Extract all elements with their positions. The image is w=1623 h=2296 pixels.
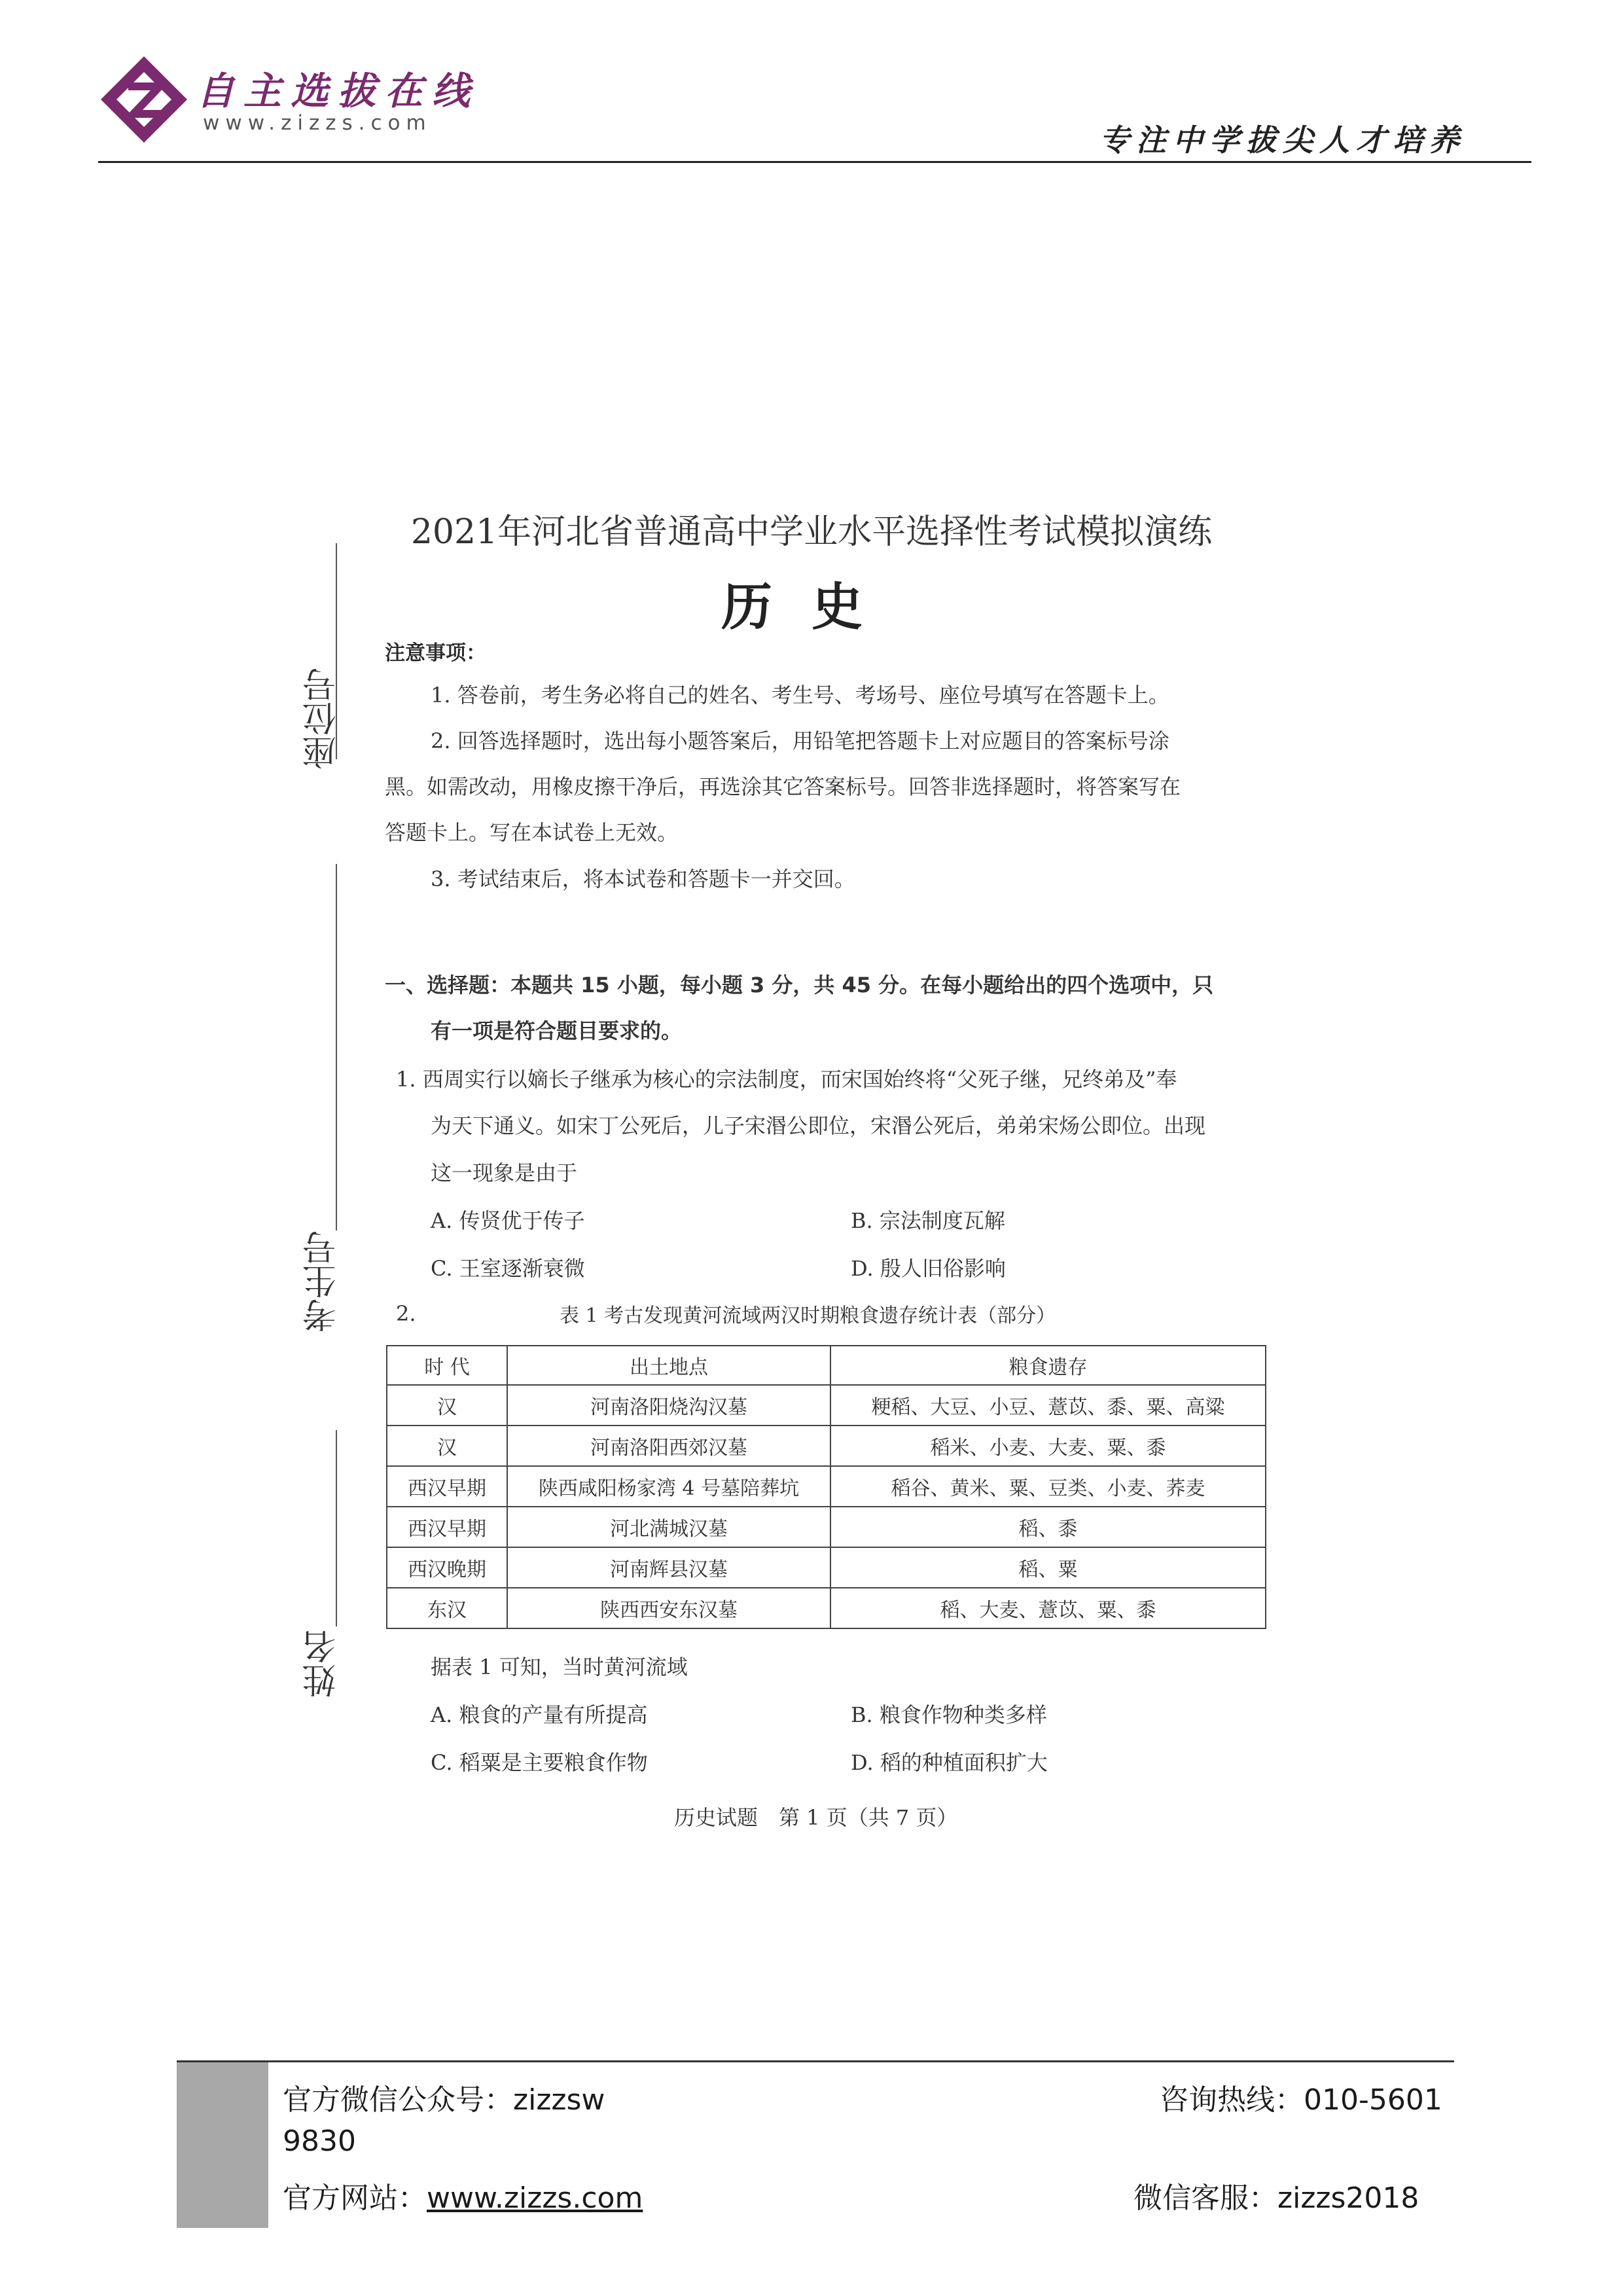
logo-icon	[98, 54, 190, 145]
table-cell: 稻谷、黄米、粟、豆类、小麦、荞麦	[830, 1466, 1266, 1507]
question-2-number: 2.	[396, 1301, 416, 1326]
question-2-option-a: A. 粮食的产量有所提高	[431, 1702, 648, 1727]
table-cell: 东汉	[387, 1588, 507, 1628]
table-cell: 稻、黍	[830, 1507, 1266, 1547]
table-cell: 西汉晚期	[387, 1547, 507, 1588]
name-line	[336, 1430, 337, 1626]
table-cell: 陕西咸阳杨家湾 4 号墓陪葬坑	[507, 1466, 830, 1507]
table-cell: 河南洛阳西郊汉墓	[507, 1426, 830, 1466]
notes-heading: 注意事项：	[385, 641, 486, 665]
footer-hotline: 咨询热线：010-5601	[1160, 2083, 1442, 2117]
section-heading: 有一项是符合题目要求的。	[431, 1018, 683, 1043]
table-cell: 西汉早期	[387, 1507, 507, 1547]
question-1-option-b: B. 宗法制度瓦解	[851, 1208, 1005, 1233]
question-1-option-a: A. 传贤优于传子	[431, 1208, 585, 1233]
footer-website-link[interactable]: www.zizzs.com	[427, 2181, 643, 2215]
question-2-stem: 据表 1 可知，当时黄河流域	[431, 1655, 688, 1679]
question-1-option-c: C. 王室逐渐衰微	[431, 1256, 585, 1281]
table-caption: 表 1 考古发现黄河流域两汉时期粮食遗存统计表（部分）	[560, 1304, 1056, 1327]
table-row	[387, 1547, 1266, 1588]
question-2-option-b: B. 粮食作物种类多样	[851, 1702, 1047, 1727]
footer-wechat-continued: 9830	[283, 2125, 356, 2158]
table-cell: 稻、粟	[830, 1547, 1266, 1588]
table-header-row	[387, 1346, 1266, 1385]
exam-title: 2021年河北省普通高中学业水平选择性考试模拟演练	[410, 512, 1213, 552]
name-label: 姓名	[303, 1630, 342, 1698]
footer-wechat: 官方微信公众号：zizzsw	[283, 2083, 605, 2117]
candidate-number-line	[336, 864, 337, 1230]
table-cell: 河南洛阳烧沟汉墓	[507, 1385, 830, 1426]
header-divider	[98, 161, 1531, 163]
table-cell: 汉	[387, 1385, 507, 1426]
table-cell: 河北满城汉墓	[507, 1507, 830, 1547]
table-header-grains: 粮食遗存	[830, 1346, 1266, 1385]
table-cell: 稻、大麦、薏苡、粟、黍	[830, 1588, 1266, 1628]
table-row	[387, 1385, 1266, 1426]
footer-gray-block	[177, 2062, 268, 2228]
question-2-option-d: D. 稻的种植面积扩大	[851, 1750, 1048, 1775]
table-cell: 西汉早期	[387, 1466, 507, 1507]
footer-service: 微信客服：zizzs2018	[1133, 2181, 1419, 2215]
question-2-option-c: C. 稻粟是主要粮食作物	[431, 1750, 648, 1775]
question-1-line: 为天下通义。如宋丁公死后，儿子宋湣公即位，宋湣公死后，弟弟宋炀公即位。出现	[431, 1113, 1206, 1138]
table-cell: 粳稻、大豆、小豆、薏苡、黍、粟、高粱	[830, 1385, 1266, 1426]
header-slogan: 专注中学拔尖人才培养	[1099, 122, 1466, 158]
logo-text: 自主选拔在线	[196, 69, 480, 113]
candidate-number-label: 考生号	[303, 1230, 342, 1333]
table-cell: 陕西西安东汉墓	[507, 1588, 830, 1628]
note-line: 2. 回答选择题时，选出每小题答案后，用铅笔把答题卡上对应题目的答案标号涂	[431, 728, 1169, 753]
footer-website-label: 官方网站：	[283, 2181, 427, 2215]
exam-subject: 历史	[721, 577, 902, 637]
logo-url: www.zizzs.com	[203, 111, 432, 135]
note-line: 1. 答卷前，考生务必将自己的姓名、考生号、考场号、座位号填写在答题卡上。	[431, 683, 1169, 708]
table-cell: 汉	[387, 1426, 507, 1466]
note-line: 答题卡上。写在本试卷上无效。	[385, 820, 679, 845]
section-heading: 一、选择题：本题共 15 小题，每小题 3 分，共 45 分。在每小题给出的四个选项中，只	[385, 973, 1214, 997]
table-header-era: 时 代	[387, 1346, 507, 1385]
question-1-line: 1. 西周实行以嫡长子继承为核心的宗法制度，而宋国始终将“父死子继，兄终弟及”奉	[396, 1067, 1177, 1092]
grain-remains-table	[386, 1345, 1266, 1629]
table-row	[387, 1507, 1266, 1547]
question-1-line: 这一现象是由于	[431, 1160, 578, 1185]
question-1-option-d: D. 殷人旧俗影响	[851, 1256, 1006, 1281]
table-row	[387, 1588, 1266, 1628]
note-line: 3. 考试结束后，将本试卷和答题卡一并交回。	[431, 867, 855, 891]
seat-number-label: 座位号	[303, 668, 342, 770]
table-cell: 稻米、小麦、大麦、粟、黍	[830, 1426, 1266, 1466]
table-cell: 河南辉县汉墓	[507, 1547, 830, 1588]
note-line: 黑。如需改动，用橡皮擦干净后，再选涂其它答案标号。回答非选择题时，将答案写在	[385, 774, 1181, 799]
table-row	[387, 1426, 1266, 1466]
table-header-site: 出土地点	[507, 1346, 830, 1385]
footer-website-row	[283, 2174, 643, 2216]
exam-page-number: 历史试题 第 1 页（共 7 页）	[674, 1805, 958, 1830]
footer-divider	[177, 2060, 1454, 2062]
table-row	[387, 1466, 1266, 1507]
